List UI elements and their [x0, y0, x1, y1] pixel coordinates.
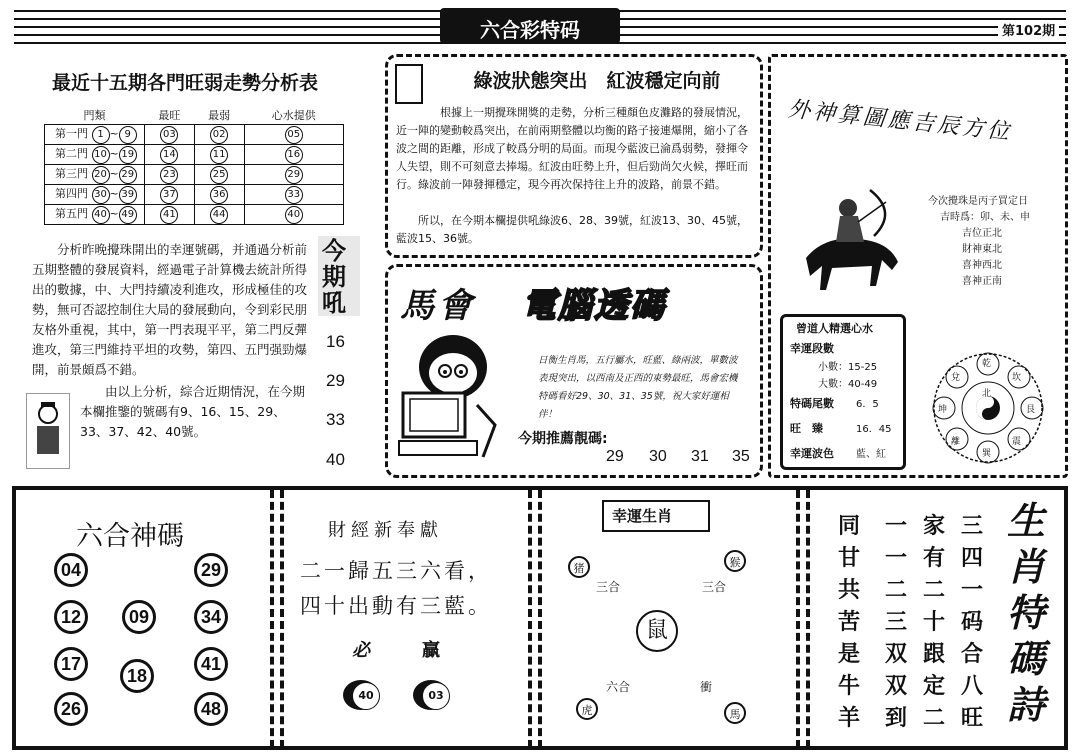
- hot-number: 37: [160, 186, 178, 204]
- analysis-title: 最近十五期各門旺弱走勢分析表: [52, 72, 319, 94]
- god-info-line: 財神東北: [962, 244, 1002, 255]
- cold-number: 44: [210, 206, 228, 224]
- god-info-title: 今次攪珠是丙子買定日: [928, 196, 1028, 207]
- zodiac-tiger: 虎: [576, 698, 598, 720]
- compass-dir: 巽: [982, 449, 992, 459]
- range-end: 39: [119, 186, 137, 204]
- poem-char: 跟: [922, 641, 945, 667]
- gate-label: 第二門: [55, 147, 88, 160]
- horse-archer-icon: [786, 178, 918, 300]
- gate-label: 第一門: [55, 127, 88, 140]
- poem-char: 共: [837, 577, 860, 603]
- poem-column: [882, 510, 910, 734]
- poem-char: 到: [884, 705, 907, 731]
- guide-label: 幸運段數: [790, 342, 834, 355]
- divider: [796, 490, 800, 748]
- zodiac-center: 鼠: [636, 610, 678, 652]
- tip-number: 33: [285, 186, 303, 204]
- gate-label: 第四門: [55, 187, 88, 200]
- compass-dir: 艮: [1026, 405, 1036, 415]
- poem-char: 一: [884, 513, 907, 539]
- wave-title: 綠波狀態突出 紅波穩定向前: [473, 70, 721, 92]
- cold-number: 11: [210, 146, 228, 164]
- guide-title: 曾道人精選心水: [796, 322, 873, 335]
- poem-char: 旺: [960, 705, 983, 731]
- computer-label: 今期推薦靚碼:: [518, 431, 608, 447]
- finance-ball: 03: [422, 682, 450, 710]
- divider: [270, 490, 274, 748]
- zodiac-pig: 猪: [568, 556, 590, 578]
- range-end: 19: [119, 146, 137, 164]
- liuhe-ball: 41: [194, 647, 228, 681]
- poem-char: 同: [837, 513, 860, 539]
- compass-dir: 離: [951, 437, 961, 447]
- tip-number: 29: [285, 166, 303, 184]
- divider: [806, 490, 810, 748]
- fortune-god-icon: [27, 394, 69, 468]
- range-end: 29: [119, 166, 137, 184]
- computer-number: 31: [691, 448, 709, 465]
- liuhe-ball: 04: [54, 553, 88, 587]
- guide-label: 幸運波色: [790, 447, 834, 460]
- god-calligraphy: 外神算圖應吉辰方位: [786, 96, 1014, 146]
- tip-number: 05: [285, 126, 303, 144]
- god-info-line: 吉時爲：卯、未、申: [940, 212, 1030, 223]
- liuhe-ball: 48: [194, 692, 228, 726]
- divider: [528, 490, 532, 748]
- poem-char: 双: [884, 641, 907, 667]
- guide-value: 藍、紅: [856, 449, 886, 460]
- gate-label: 第五門: [55, 207, 88, 220]
- poem-char: 八: [960, 673, 983, 699]
- poem-char: 十: [922, 609, 945, 635]
- poem-char: 羊: [837, 705, 860, 731]
- poem-char: 合: [960, 641, 983, 667]
- guide-value: 小數：15-25: [818, 362, 878, 373]
- zodiac-title: 幸運生肖: [612, 507, 673, 525]
- finance-ying: 贏: [422, 640, 440, 661]
- computer-number: 35: [732, 448, 750, 465]
- guide-value: 6．5: [856, 399, 879, 410]
- god-info-line: 喜神正南: [962, 276, 1002, 287]
- shout-number: 29: [326, 371, 345, 390]
- hot-number: 23: [160, 166, 178, 184]
- liuhe-ball: 29: [194, 553, 228, 587]
- finance-ball: 40: [352, 682, 380, 710]
- chong-label: 衝: [700, 680, 713, 694]
- divider: [538, 490, 542, 748]
- wave-logo: [395, 64, 423, 104]
- poem-title-char: 肖: [1006, 544, 1045, 589]
- shout-title-char: 今: [322, 236, 346, 265]
- computer-title-right: 電腦透碼: [522, 286, 666, 326]
- warrior-illustration: [786, 178, 918, 300]
- header-cold: 最弱: [194, 106, 244, 125]
- sanhe-label: 三合: [596, 580, 621, 594]
- analysis-paragraph: 分析昨晚攪珠開出的幸運號碼，并通過分析前五期整體的發展資料，經過電子計算機去統計所得出的數據，中、大門持續凌利進攻，形成極佳的攻勢，無可否認控制住大局的發展動向，令到彩民朋友格外重視，其中，第一門表現平平，第二門反彈進攻，第三門維持平坦的攻勢，第四、五門强勁爆開，前景頗爲不錯。: [32, 242, 308, 377]
- table-row: 第三門 20 ~ 29 23 25 29: [45, 165, 344, 185]
- god-info-line: 吉位正北: [962, 228, 1002, 239]
- poem-title-char: 碼: [1006, 636, 1045, 681]
- tip-number: 40: [285, 206, 303, 224]
- poem-char: 码: [960, 609, 983, 635]
- cold-number: 36: [210, 186, 228, 204]
- poem-char: 牛: [837, 673, 860, 699]
- poem-char: 定: [922, 673, 945, 699]
- fortune-figure: [26, 393, 70, 469]
- cold-number: 02: [210, 126, 228, 144]
- computer-number: 30: [649, 448, 667, 465]
- god-info-line: 喜神西北: [962, 260, 1002, 271]
- shout-title-char: 吼: [322, 288, 346, 317]
- mascot-computer-icon: [395, 325, 505, 465]
- liuhe-title: 六合神碼: [76, 521, 184, 552]
- computer-mascot: [395, 325, 505, 465]
- poem-char: 三: [960, 513, 983, 539]
- hot-number: 03: [160, 126, 178, 144]
- range-start: 30: [92, 186, 110, 204]
- compass-center: 北: [982, 389, 992, 399]
- poem-char: 二: [922, 705, 945, 731]
- wave-conclusion: 所以，在今期本欄提供吼綠波6、28、39號，紅波13、30、45號，藍波15、36號。: [396, 214, 748, 245]
- range-end: 49: [119, 206, 137, 224]
- header-tip: 心水提供: [244, 106, 344, 125]
- guide-label: 特碼尾數: [790, 397, 834, 410]
- liuhe-ball: 17: [54, 647, 88, 681]
- compass-dir: 兌: [951, 373, 961, 383]
- finance-title: 財經新奉獻: [328, 520, 443, 541]
- table-row: 第四門 30 ~ 39 37 36 33: [45, 185, 344, 205]
- poem-char: 双: [884, 673, 907, 699]
- shout-number: 40: [326, 450, 345, 469]
- header-gate: 門類: [45, 106, 145, 125]
- liuhe-ball: 34: [194, 600, 228, 634]
- guide-value: 大數：40-49: [818, 379, 878, 390]
- sanhe-label: 三合: [702, 580, 727, 594]
- zodiac-monkey: 猴: [724, 550, 746, 572]
- liuhe-label: 六合: [606, 680, 631, 694]
- wave-body: 根據上一期攪珠開獎的走勢，分析三種顏色皮灘路的發展情況，近一陣的變動較爲突出，在前兩期整體以均衡的路子接連爆開，縮小了各波之間的距離，形成了較爲分明的局面。而現今藍波已淪爲弱勢，發揮令人失望，則不可刻意去捧場。紅波由旺勢上升，但后勁尚欠火候，擇旺而行。綠波前一陣發揮穩定，現今再次保持往上升的波路，前景不錯。: [396, 106, 748, 191]
- compass-dir: 坤: [938, 405, 948, 415]
- guide-value: 16．45: [856, 424, 892, 435]
- poem-column: [958, 510, 986, 734]
- poem-column: [835, 510, 863, 734]
- poem-char: 二: [922, 577, 945, 603]
- poem-char: 家: [922, 513, 945, 539]
- table-row: 第二門 10 ~ 19 14 11 16: [45, 145, 344, 165]
- poem-char: 一: [960, 577, 983, 603]
- poem-column: [920, 510, 948, 734]
- poem-title-char: 特: [1006, 590, 1045, 635]
- computer-text: 日衡生肖馬，五行屬水，旺藍、綠兩波，單數波表現突出，以西南及正西的東勢最旺，馬會宏機特碼看好29、30、31、35號，祝大家好運相伴！: [538, 355, 738, 420]
- analysis-table: [44, 106, 344, 225]
- finance-line: 四十出動有三藍。: [300, 594, 492, 618]
- table-row: 第五門 40 ~ 49 41 44 40: [45, 205, 344, 225]
- poem-char: 甘: [837, 545, 860, 571]
- poem-char: 一: [884, 545, 907, 571]
- poem-char: 四: [960, 545, 983, 571]
- compass-dir: 乾: [982, 359, 992, 369]
- finance-line: 二一歸五三六看，: [300, 559, 492, 583]
- gate-label: 第三門: [55, 167, 88, 180]
- finance-bi: 必: [352, 640, 370, 661]
- hot-number: 14: [160, 146, 178, 164]
- tip-number: 16: [285, 146, 303, 164]
- poem-char: 苦: [837, 609, 860, 635]
- liuhe-ball: 09: [122, 600, 156, 634]
- shout-number: 33: [326, 410, 345, 429]
- liuhe-ball: 18: [120, 659, 154, 693]
- range-start: 40: [92, 206, 110, 224]
- compass-dir: 坎: [1012, 373, 1022, 383]
- shout-number: 16: [326, 332, 345, 351]
- range-start: 1: [92, 126, 110, 144]
- range-end: 9: [119, 126, 137, 144]
- compass-diagram: [930, 350, 1046, 466]
- poem-char: 有: [922, 545, 945, 571]
- liuhe-ball: 26: [54, 692, 88, 726]
- issue-number: 第102期: [998, 20, 1059, 39]
- poem-title: [998, 498, 1054, 728]
- recommend-paragraph: 由以上分析，綜合近期情況，在今期本欄推鑒的號碼有9、16、15、29、33、37、42、40號。: [80, 384, 306, 439]
- poem-char: 三: [884, 609, 907, 635]
- compass-dir: 震: [1012, 437, 1022, 447]
- shout-title-text: [322, 238, 356, 316]
- header-hot: 最旺: [145, 106, 195, 125]
- masthead-title: 六合彩特码: [480, 18, 580, 42]
- liuhe-ball: 12: [54, 600, 88, 634]
- hot-number: 41: [160, 206, 178, 224]
- computer-title-left: 馬會: [400, 286, 476, 326]
- poem-title-char: 生: [1006, 498, 1045, 543]
- poem-char: 二: [884, 577, 907, 603]
- zodiac-horse: 馬: [724, 702, 746, 724]
- computer-number: 29: [606, 448, 624, 465]
- poem-title-char: 詩: [1006, 682, 1045, 727]
- poem-char: 是: [837, 641, 860, 667]
- table-row: 第一門 1 ~ 9 03 02 05: [45, 125, 344, 145]
- guide-label: 旺 臻: [790, 422, 823, 435]
- shout-title-char: 期: [322, 262, 346, 291]
- cold-number: 25: [210, 166, 228, 184]
- range-start: 20: [92, 166, 110, 184]
- range-start: 10: [92, 146, 110, 164]
- divider: [280, 490, 284, 748]
